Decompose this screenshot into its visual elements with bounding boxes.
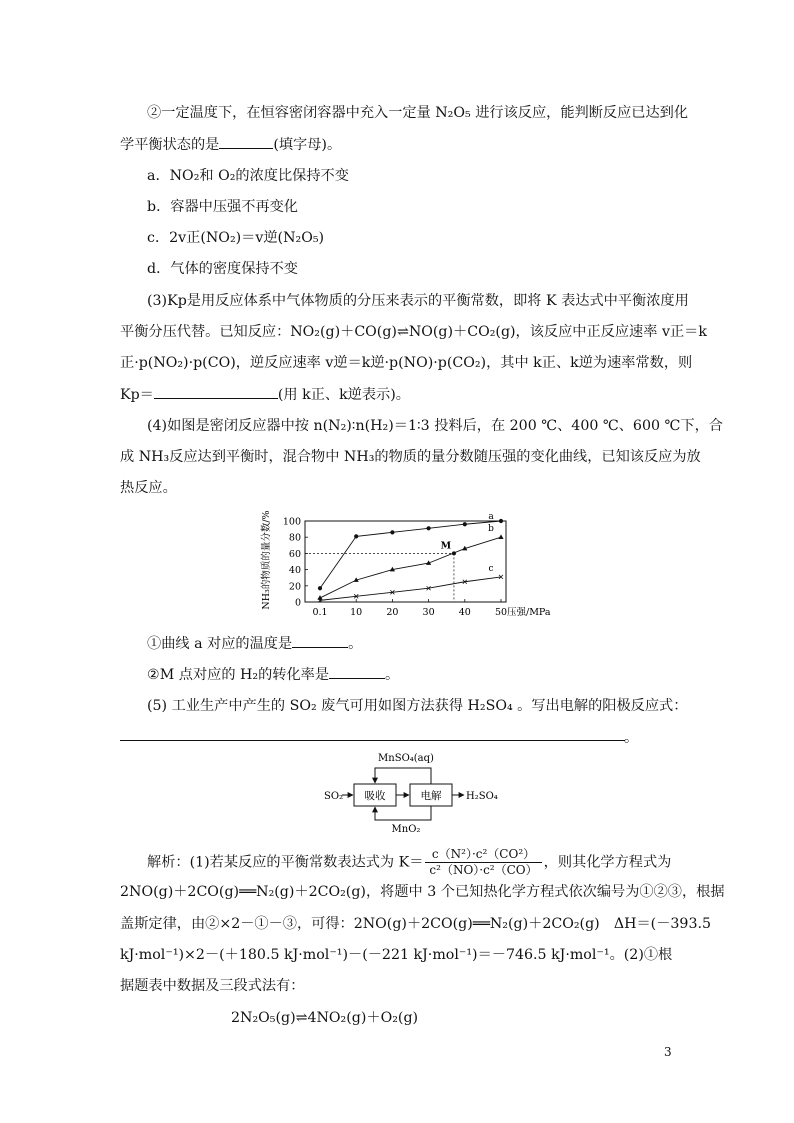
analysis-line4: kJ·mol⁻¹)×2－(＋180.5 kJ·mol⁻¹)－(－221 kJ·mol⁻¹)＝－746.5 kJ·mol⁻¹。(2)①根 (120, 947, 673, 963)
q5-line2-end: 。 (624, 730, 639, 746)
series-label-a: a (488, 512, 494, 522)
m-point (452, 551, 456, 555)
answer-blank[interactable] (219, 134, 273, 149)
so2-input-label: SO₂ (324, 791, 344, 802)
y-tick-label: 0 (294, 597, 301, 609)
q3-line2: 平衡分压代替。已知反应：NO₂(g)＋CO(g)⇌NO(g)＋CO₂(g)，该反应中正反应速率 v正＝k (120, 324, 707, 340)
q3-line4 (120, 384, 410, 405)
absorb-label: 吸收 (364, 790, 386, 802)
q3-line4-post: (用 k正、k逆表示)。 (277, 387, 410, 403)
top-recycle-arrow (375, 768, 431, 784)
q4-sub1 (147, 633, 362, 654)
mno2-label: MnO₂ (391, 824, 421, 834)
q4-sub1-pre: ①曲线 a 对应的温度是 (147, 636, 293, 652)
series-line-a (320, 521, 501, 588)
plot-frame (305, 521, 506, 602)
analysis-line6: 2N₂O₅(g)⇌4NO₂(g)＋O₂(g) (231, 1010, 419, 1026)
m-point-label: M (440, 540, 452, 552)
answer-blank[interactable] (329, 664, 385, 679)
q3-line4-pre: Kp＝ (120, 387, 154, 403)
answer-line[interactable] (120, 740, 625, 741)
y-tick-label: 100 (282, 516, 301, 528)
q2-line1: ②一定温度下，在恒容密闭容器中充入一定量 N₂O₅ 进行该反应，能判断反应已达到化 (147, 105, 689, 121)
h2so4-output-label: H₂SO₄ (466, 791, 498, 802)
q4-line3: 热反应。 (120, 480, 177, 496)
q3-line3: 正·p(NO₂)·p(CO)，逆反应速率 v逆＝k逆·p(NO)·p(CO₂)，其中 k正、k逆为速率常数，则 (120, 355, 693, 371)
series-a-point (354, 534, 358, 538)
x-tick-label: 40 (458, 607, 471, 618)
option-a: a．NO₂和 O₂的浓度比保持不变 (147, 168, 349, 184)
mnso4-label: MnSO₄(aq) (378, 753, 434, 764)
x-tick-label: 20 (386, 607, 399, 618)
q3-line1: (3)Kp是用反应体系中气体物质的分压来表示的平衡常数，即将 K 表达式中平衡浓度用 (147, 293, 689, 309)
series-a-point (318, 586, 322, 590)
y-tick-label: 80 (288, 532, 301, 544)
analysis-line1-pre: 解析：(1)若某反应的平衡常数表达式为 K＝ (147, 854, 424, 871)
analysis-line1 (147, 847, 671, 878)
analysis-line1-post: ，则其化学方程式为 (543, 854, 672, 871)
q4-sub2-post: 。 (385, 667, 400, 683)
option-b: b．容器中压强不再变化 (147, 199, 298, 215)
q2-line2-pre: 学平衡状态的是 (120, 137, 220, 153)
nh3-fraction-chart (255, 502, 560, 620)
x-axis-label: 压强/MPa (507, 607, 551, 618)
q5-line1: (5) 工业生产中产生的 SO₂ 废气可用如图方法获得 H₂SO₄ 。写出电解的阳极反应式： (147, 698, 688, 714)
q2-line2-post: (填字母)。 (273, 137, 342, 153)
series-b-point (498, 534, 503, 539)
y-tick-label: 20 (288, 581, 301, 593)
fraction-numerator: c（N²）·c²（CO²） (425, 847, 541, 863)
series-line-b (320, 537, 501, 598)
answer-blank[interactable] (154, 384, 278, 399)
page-number: 3 (664, 1045, 672, 1059)
x-tick-label: 30 (422, 607, 435, 618)
equilibrium-fraction (425, 847, 541, 878)
q4-line1: (4)如图是密闭反应器中按 n(N₂)∶n(H₂)＝1∶3 投料后，在 200 ℃、400 ℃、600 ℃下，合 (147, 418, 723, 434)
series-a-point (463, 522, 467, 526)
y-tick-label: 40 (288, 565, 301, 577)
answer-blank[interactable] (292, 633, 348, 648)
x-tick-label: 0.1 (312, 607, 328, 618)
q4-sub1-post: 。 (348, 636, 363, 652)
analysis-line2: 2NO(g)＋2CO(g)══N₂(g)＋2CO₂(g)，将题中 3 个已知热化学方程式依次编号为①②③，根据 (120, 884, 725, 900)
option-c: c．2v正(NO₂)＝v逆(N₂O₅) (147, 230, 325, 246)
q2-line2 (120, 134, 341, 155)
bottom-recycle-arrow (375, 806, 431, 820)
y-axis-label: NH₃的物质的量分数/% (261, 510, 272, 610)
x-tick-label: 10 (350, 607, 363, 618)
y-tick-label: 60 (288, 548, 301, 560)
series-a-point (390, 530, 394, 534)
analysis-line3: 盖斯定律，由②×2－①－③，可得：2NO(g)＋2CO(g)══N₂(g)＋2CO₂(g) ΔH＝(－393.5 (120, 916, 712, 932)
analysis-line5: 据题表中数据及三段式法有： (120, 978, 305, 994)
fraction-denominator: c²（NO）·c²（CO） (429, 863, 538, 877)
q4-sub2-pre: ②M 点对应的 H₂的转化率是 (147, 667, 330, 683)
series-line-c (320, 577, 501, 600)
series-label-b: b (488, 524, 494, 535)
electrolysis-label: 电解 (420, 790, 442, 802)
option-d: d．气体的密度保持不变 (147, 261, 298, 277)
x-tick-label: 50 (494, 607, 508, 618)
series-label-c: c (488, 563, 494, 574)
series-a-point (499, 519, 503, 523)
electrolysis-flow-diagram (318, 748, 518, 834)
q4-sub2 (147, 664, 399, 685)
series-a-point (427, 526, 431, 530)
q4-line2: 成 NH₃反应达到平衡时，混合物中 NH₃的物质的量分数随压强的变化曲线，已知该反应为放 (120, 449, 701, 465)
